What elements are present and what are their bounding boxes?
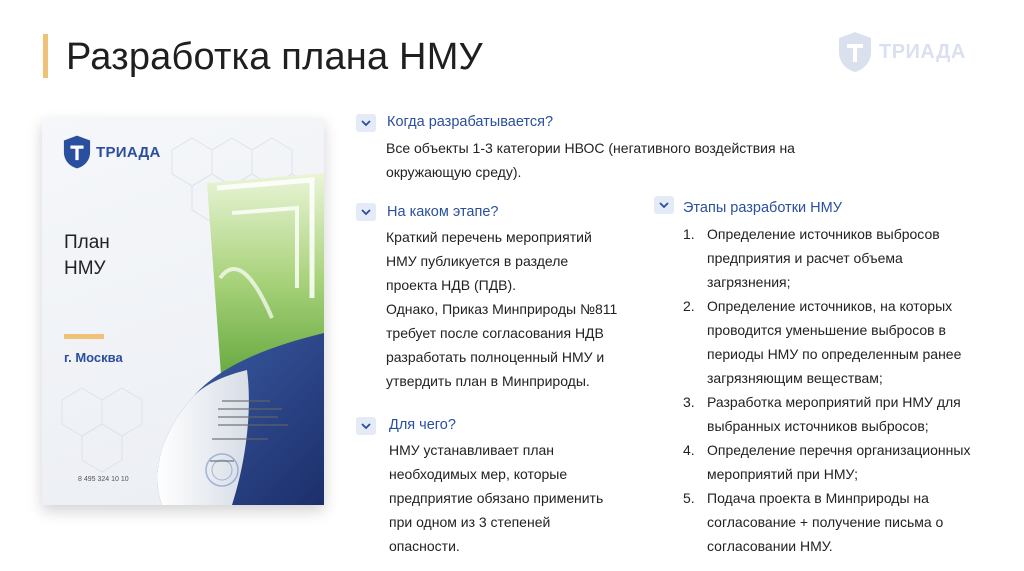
text-line: мероприятий при НМУ;	[707, 466, 859, 482]
text-line: периоды НМУ по определенным ранее	[707, 346, 962, 362]
text-line: Подача проекта в Минприроды на	[707, 490, 929, 506]
question-stage: На каком этапе?	[387, 204, 499, 220]
list-item-number: 5.	[683, 490, 695, 506]
text-line: Определение источников, на которых	[707, 298, 953, 314]
text-line: Краткий перечень мероприятий	[386, 229, 592, 245]
text-line: загрязняющим веществам;	[707, 370, 883, 386]
question-when: Когда разрабатывается?	[387, 114, 554, 130]
text-line: загрязнения;	[707, 274, 791, 290]
list-item-number: 2.	[683, 298, 695, 314]
chevron-down-icon	[356, 417, 376, 435]
list-item	[683, 390, 970, 438]
text-line: проводится уменьшение выбросов в	[707, 322, 946, 338]
text-line: при одном из 3 степеней	[389, 514, 551, 530]
list-item	[683, 486, 970, 558]
text-line: опасности.	[389, 538, 460, 554]
list-item-number: 4.	[683, 442, 695, 458]
answer-when	[386, 136, 795, 184]
document-brand-name: ТРИАДА	[96, 143, 161, 161]
text-line: согласование + получение письма о	[707, 514, 944, 530]
page-title: Разработка плана НМУ	[66, 36, 483, 78]
document-title	[64, 230, 110, 282]
chevron-down-icon	[654, 196, 674, 214]
document-title-line: План	[64, 232, 110, 253]
text-line: Однако, Приказ Минприроды №811	[386, 301, 618, 317]
list-item-number: 3.	[683, 394, 695, 410]
text-line: разработать полноценный НМУ и	[386, 349, 605, 365]
list-item	[683, 438, 970, 486]
watermark-logo	[837, 30, 966, 74]
list-item	[683, 222, 970, 294]
document-mockup	[42, 118, 324, 505]
list-item-number: 1.	[683, 226, 695, 242]
text-line: утвердить план в Минприроды.	[386, 373, 590, 389]
document-city: г. Москва	[64, 350, 123, 365]
text-line: НМУ публикуется в разделе	[386, 253, 569, 269]
question-why: Для чего?	[389, 417, 456, 433]
document-accent-line	[64, 334, 104, 339]
answer-why	[389, 438, 603, 558]
answer-stage	[386, 225, 617, 393]
chevron-down-icon	[356, 114, 376, 132]
steps-list	[683, 222, 970, 558]
text-line: Все объекты 1-3 категории НВОС (негативного воздействия на	[386, 140, 795, 156]
document-phone: 8 495 324 10 10	[78, 476, 129, 483]
text-line: проекта НДВ (ПДВ).	[386, 277, 517, 293]
text-line: предприятия и расчет объема	[707, 250, 903, 266]
document-logo	[62, 134, 161, 170]
text-line: согласовании НМУ.	[707, 538, 833, 554]
shield-logo-icon	[62, 134, 92, 170]
chevron-down-icon	[356, 203, 376, 221]
text-line: Определение источников выбросов	[707, 226, 940, 242]
text-line: НМУ устанавливает план	[389, 442, 555, 458]
shield-logo-icon	[837, 30, 873, 74]
document-cover-art	[42, 118, 324, 505]
title-accent-bar	[43, 34, 48, 78]
text-line: предприятие обязано применить	[389, 490, 604, 506]
list-item	[683, 294, 970, 390]
question-steps: Этапы разработки НМУ	[683, 200, 842, 216]
text-line: окружающую среду).	[386, 164, 522, 180]
text-line: Определение перечня организационных	[707, 442, 971, 458]
text-line: выбранных источников выбросов;	[707, 418, 929, 434]
document-title-line: НМУ	[64, 258, 106, 279]
text-line: требует после согласования НДВ	[386, 325, 604, 341]
text-line: Разработка мероприятий при НМУ для	[707, 394, 961, 410]
watermark-brand-name: ТРИАДА	[879, 40, 966, 63]
text-line: необходимых мер, которые	[389, 466, 568, 482]
